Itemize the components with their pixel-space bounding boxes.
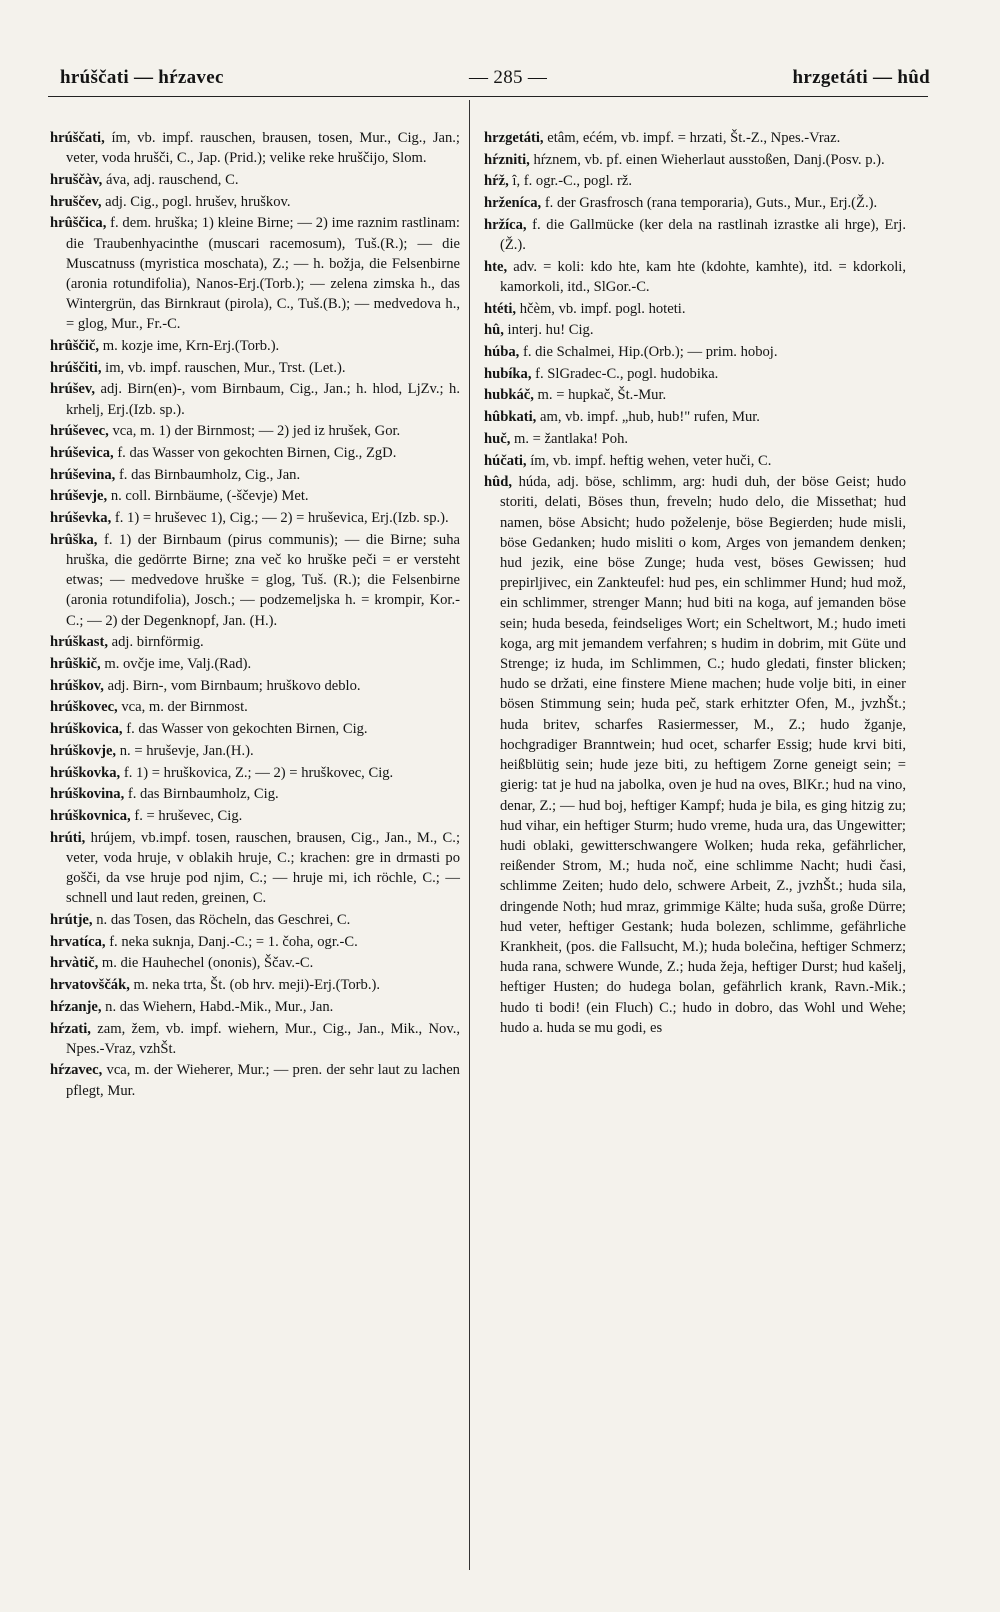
dictionary-entry [50,358,460,378]
entry-definition: f. neka suknja, Danj.-C.; = 1. čoha, ogr.-C. [109,933,358,950]
entry-definition: húda, adj. böse, schlimm, arg: hudi duh, der böse Geist; hudo storiti, delati, Böses thun, freveln; hudo delo, die Missethat; hud namen, böse Absicht; hudo poželenje, böse Begierden; hude misli, böse Gedanken; hudo misliti o kom, Arges von jemandem denken; hud jezik, eine böse Zunge; huda vest, böses Gewissen; hud prepirljivec, ein Zankteufel: hud pes, ein schlimmer Hund; hud mož, ein schlimmer, strenger Mann; hud biti na koga, auf jemanden böse sein; huda beseda, feindseliges Wort; ein Scheltwort, M.; hudo imeti koga, arg mit jemandem verfahren; s hudim in dobrim, mit Güte und Strenge; iz huda, im Schlimmen, C.; hudo gledati, finster blicken; hudo se držati, eine finstere Miene machen; hude volje biti, in einer bösen Stimmung sein; huda peč, stark erhitzter Ofen, M., jvzhŠt.; huda britev, scharfes Rasiermesser, M., Z.; hudo žganje, hochgradiger Branntwein; hud ocet, scharfer Essig; hude krvi biti, heißblütig sein; hude jeze biti, zu heftigem Zorne geneigt sein; = gierig: tat je hud na jabolka, oven je hud na oves, BlKr.; hud na vino, denar, Z.; — hud boj, heftiger Kampf; huda je bila, es ging hitzig zu; hud vihar, ein heftiger Sturm; hudo vreme, huda ura, das Ungewitter; hudi oblaki, gewitterschwangere Wolken; huda reka, gefährlicher, reißender Strom, M.; huda noč, eine schlimme Nacht; hudi časi, schlimme Zeiten; hudo delo, schwere Arbeit, Z., jvzhŠt.; huda sila, dringende Noth; hud mraz, grimmige Kälte; huda suša, große Dürre; hud veter, heftiger Gestank; huda bolezen, schlimme, gefährliche Krankheit, (pos. die Fallsucht, M.); huda bolečina, heftiger Schmerz; huda rana, schwere Wunde, Z.; huda žeja, heftiger Durst; hud kašelj, heftiger Husten; do hudega bolan, gefährlich krank, Ravn.-Mik.; hudo ti bodi! (ein Fluch) C.; hudo in dobro, das Wohl und Wehe; hudo a. huda se mu godi, es [500,474,906,1036]
dictionary-entry [50,932,460,952]
entry-definition: m. ovčje ime, Valj.(Rad). [104,656,252,673]
dictionary-entry [484,451,906,471]
entry-headword: hrûščič, [50,338,100,355]
entry-headword: hrúškast, [50,634,108,651]
entry-definition: vca, m. 1) der Birnmost; — 2) jed iz hrušek, Gor. [112,423,401,440]
entry-definition: n. coll. Birnbäume, (-ščevje) Met. [110,488,309,505]
dictionary-entry [50,784,460,804]
entry-headword: hrúševec, [50,423,109,440]
entry-headword: hrúškovica, [50,721,123,738]
entry-definition: f. die Gallmücke (ker dela na rastlinah izrastke ali hrge), Erj.(Ž.). [500,216,906,254]
entry-headword: hûd, [484,474,512,491]
entry-headword: hržíca, [484,216,527,233]
entry-headword: hrúškovnica, [50,808,131,824]
entry-headword: hŕzniti, [484,151,530,168]
page-number: — 285 — [469,67,548,88]
dictionary-entry [484,429,906,449]
dictionary-entry [50,421,460,441]
entry-definition: m. = hupkač, Št.-Mur. [537,387,667,404]
header-rule [48,96,928,97]
dictionary-entry [484,128,906,148]
dictionary-entry [484,342,906,362]
entry-definition: f. das Birnbaumholz, Cig., Jan. [118,466,301,483]
dictionary-entry [50,128,460,168]
entry-headword: hrúševje, [50,488,108,505]
entry-definition: im, vb. impf. rauschen, Mur., Trst. (Let.). [105,359,346,376]
dictionary-entry [50,741,460,761]
dictionary-entry [50,910,460,930]
entry-headword: hruščàv, [50,171,103,188]
entry-headword: hrúševka, [50,510,112,527]
column-divider [469,100,470,1570]
dictionary-entry [484,193,906,213]
dictionary-entry [50,828,460,909]
entry-definition: ím, vb. impf. rauschen, brausen, tosen, Mur., Cig., Jan.; veter, voda hrušči, C., Jap. (Prid.); velike reke hruščijo, Slom. [66,130,460,167]
entry-headword: hrúti, [50,829,86,846]
dictionary-entry [50,975,460,995]
dictionary-entry [50,336,460,356]
header-right-range: hrzgetáti — hûd [792,67,930,88]
entry-headword: hŕzanje, [50,998,102,1015]
entry-definition: f. SlGradec-C., pogl. hudobika. [535,365,719,382]
entry-headword: hrúškov, [50,677,104,694]
entry-headword: hŕzavec, [50,1062,103,1079]
dictionary-entry [50,192,460,212]
dictionary-entry [50,443,460,463]
entry-headword: hrúševica, [50,445,114,462]
entry-definition: m. = žantlaka! Poh. [514,430,629,447]
dictionary-entry [50,1060,460,1100]
dictionary-entry [50,806,460,826]
entry-headword: hrúškovina, [50,786,125,803]
entry-definition: n. = hruševje, Jan.(H.). [119,742,254,759]
entry-definition: f. dem. hruška; 1) kleine Birne; — 2) ime raznim rastlinam: die Traubenhyacinthe (muscari racemosum), Tuš.(R.); — die Muscatnuss (myristica moschata), Z.; — h. božja, die Felsenbirne (aronia rotundifolia), Nanos-Erj.(Torb.); — zelena zimska h., das Wintergrün, das Birnkraut (pirola), C., Tuš.(B.); — medvedova h., = glog, Mur., Fr.-C. [66,215,460,333]
entry-headword: hrûščica, [50,215,107,232]
entry-definition: m. neka trta, Št. (ob hrv. meji)-Erj.(Torb.). [133,977,380,994]
entry-definition: f. das Wasser von gekochten Birnen, Cig. [126,721,368,738]
dictionary-entry [484,320,906,340]
right-column [484,128,906,1039]
entry-headword: hrûška, [50,531,98,548]
entry-headword: hrúškovje, [50,742,117,759]
entry-definition: am, vb. impf. „hub, hub!" rufen, Mur. [539,409,760,426]
entry-definition: áva, adj. rauschend, C. [105,171,239,188]
entry-headword: hrúšev, [50,381,96,398]
entry-headword: hrúščiti, [50,359,102,376]
dictionary-entry [50,997,460,1017]
dictionary-entry [484,299,906,319]
entry-definition: f. der Grasfrosch (rana temporaria), Guts., Mur., Erj.(Ž.). [544,195,878,212]
page-header [60,58,930,98]
entry-headword: hubíka, [484,365,532,382]
entry-headword: hû, [484,322,504,339]
left-column [50,128,460,1102]
entry-headword: huč, [484,430,511,447]
entry-definition: hčèm, vb. impf. pogl. hoteti. [519,300,686,317]
entry-definition: vca, m. der Wieherer, Mur.; — pren. der sehr laut zu lachen pflegt, Mur. [66,1062,460,1099]
entry-headword: hrvatovščák, [50,977,130,994]
dictionary-entry [50,676,460,696]
entry-definition: adj. Birn-, vom Birnbaum; hruškovo deblo. [107,677,361,694]
dictionary-entry [484,257,906,297]
entry-headword: hûbkati, [484,409,537,426]
dictionary-entry [50,953,460,973]
entry-definition: f. das Wasser von gekochten Birnen, Cig., ZgD. [117,445,397,462]
entry-headword: hruščev, [50,193,102,210]
dictionary-entry [50,530,460,631]
dictionary-entry [484,150,906,170]
entry-headword: húba, [484,344,520,361]
entry-definition: n. das Wiehern, Habd.-Mik., Mur., Jan. [105,998,334,1015]
dictionary-entry [50,508,460,528]
dictionary-entry [50,719,460,739]
entry-headword: hrvatíca, [50,933,106,950]
dictionary-entry [484,364,906,384]
entry-headword: hrúševina, [50,466,116,483]
entry-definition: hrújem, vb.impf. tosen, rauschen, brausen, Cig., Jan., M., C.; veter, voda hruje, v oblakih hruje, C.; krachen: gre in drmasti po gošči, da vse hruje pod njim, C.; — hruje mi, ich röchle, C.; — schnell und laut reden, greinen, C. [66,829,460,907]
entry-definition: adv. = koli: kdo hte, kam hte (kdohte, kamhte), itd. = kdorkoli, kamorkoli, itd., SlGor.-C. [500,258,907,295]
entry-definition: f. 1) = hruškovica, Z.; — 2) = hruškovec, Cig. [123,764,394,781]
entry-headword: hubkáč, [484,387,534,404]
entry-definition: n. das Tosen, das Röcheln, das Geschrei, C. [96,912,351,929]
entry-headword: hrútje, [50,912,93,929]
entry-definition: ím, vb. impf. heftig wehen, veter huči, C. [530,452,772,469]
dictionary-entry [50,379,460,419]
entry-definition: î, f. ogr.-C., pogl. rž. [512,173,632,190]
dictionary-entry [484,385,906,405]
dictionary-entry [484,171,906,191]
entry-definition: adj. birnförmig. [111,634,204,651]
dictionary-entry [484,215,906,255]
entry-definition: f. das Birnbaumholz, Cig. [127,786,279,803]
entry-headword: hrúškovka, [50,764,121,781]
entry-definition: f. 1) der Birnbaum (pirus communis); — die Birne; suha hruška, die gedörrte Birne; zna več ko hruške peči = er versteht etwas; — medvedove hruške = glog, Tuš. (R.); die Felsenbirne (aronia rotundifolia), Josch.; — podzemeljska h. = krompir, Kor.-C.; — 2) der Degenknopf, Jan. (H.). [66,531,460,629]
entry-definition: f. die Schalmei, Hip.(Orb.); — prim. hoboj. [522,344,778,361]
dictionary-entry [50,486,460,506]
dictionary-entry [50,697,460,717]
entry-definition: m. die Hauhechel (ononis), Ščav.-C. [101,955,314,972]
entry-headword: hŕzati, [50,1020,91,1037]
entry-headword: hrúščati, [50,130,105,146]
dictionary-entry [50,763,460,783]
dictionary-entry [484,472,906,1038]
entry-headword: hrúškovec, [50,699,118,716]
entry-definition: vca, m. der Birnmost. [121,699,248,716]
dictionary-entry [50,1019,460,1059]
entry-headword: htéti, [484,300,517,317]
header-left-range: hrúščati — hŕzavec [60,67,224,88]
entry-headword: hte, [484,258,508,275]
entry-headword: hrzgetáti, [484,130,544,146]
entry-headword: hrvàtič, [50,955,99,972]
dictionary-entry [484,407,906,427]
dictionary-entry [50,170,460,190]
entry-headword: hrûškič, [50,656,101,673]
entry-definition: m. kozje ime, Krn-Erj.(Torb.). [102,338,280,355]
entry-definition: zam, žem, vb. impf. wiehern, Mur., Cig., Jan., Mik., Nov., Npes.-Vraz, vzhŠt. [66,1020,460,1057]
entry-headword: hŕž, [484,173,509,190]
entry-definition: etâm, ećém, vb. impf. = hrzati, Št.-Z., Npes.-Vraz. [547,130,841,146]
entry-definition: adj. Cig., pogl. hrušev, hruškov. [105,193,291,210]
entry-headword: hrženíca, [484,195,542,212]
entry-definition: interj. hu! Cig. [507,322,594,339]
entry-definition: hŕznem, vb. pf. einen Wieherlaut ausstoßen, Danj.(Posv. p.). [533,151,885,168]
dictionary-entry [50,213,460,334]
dictionary-entry [50,654,460,674]
dictionary-entry [50,465,460,485]
entry-definition: f. = hruševec, Cig. [134,808,243,824]
entry-headword: húčati, [484,452,527,469]
dictionary-entry [50,632,460,652]
entry-definition: adj. Birn(en)-, vom Birnbaum, Cig., Jan.; h. hlod, LjZv.; h. krhelj, Erj.(Izb. sp.). [66,381,460,418]
entry-definition: f. 1) = hruševec 1), Cig.; — 2) = hruševica, Erj.(Izb. sp.). [114,510,449,527]
